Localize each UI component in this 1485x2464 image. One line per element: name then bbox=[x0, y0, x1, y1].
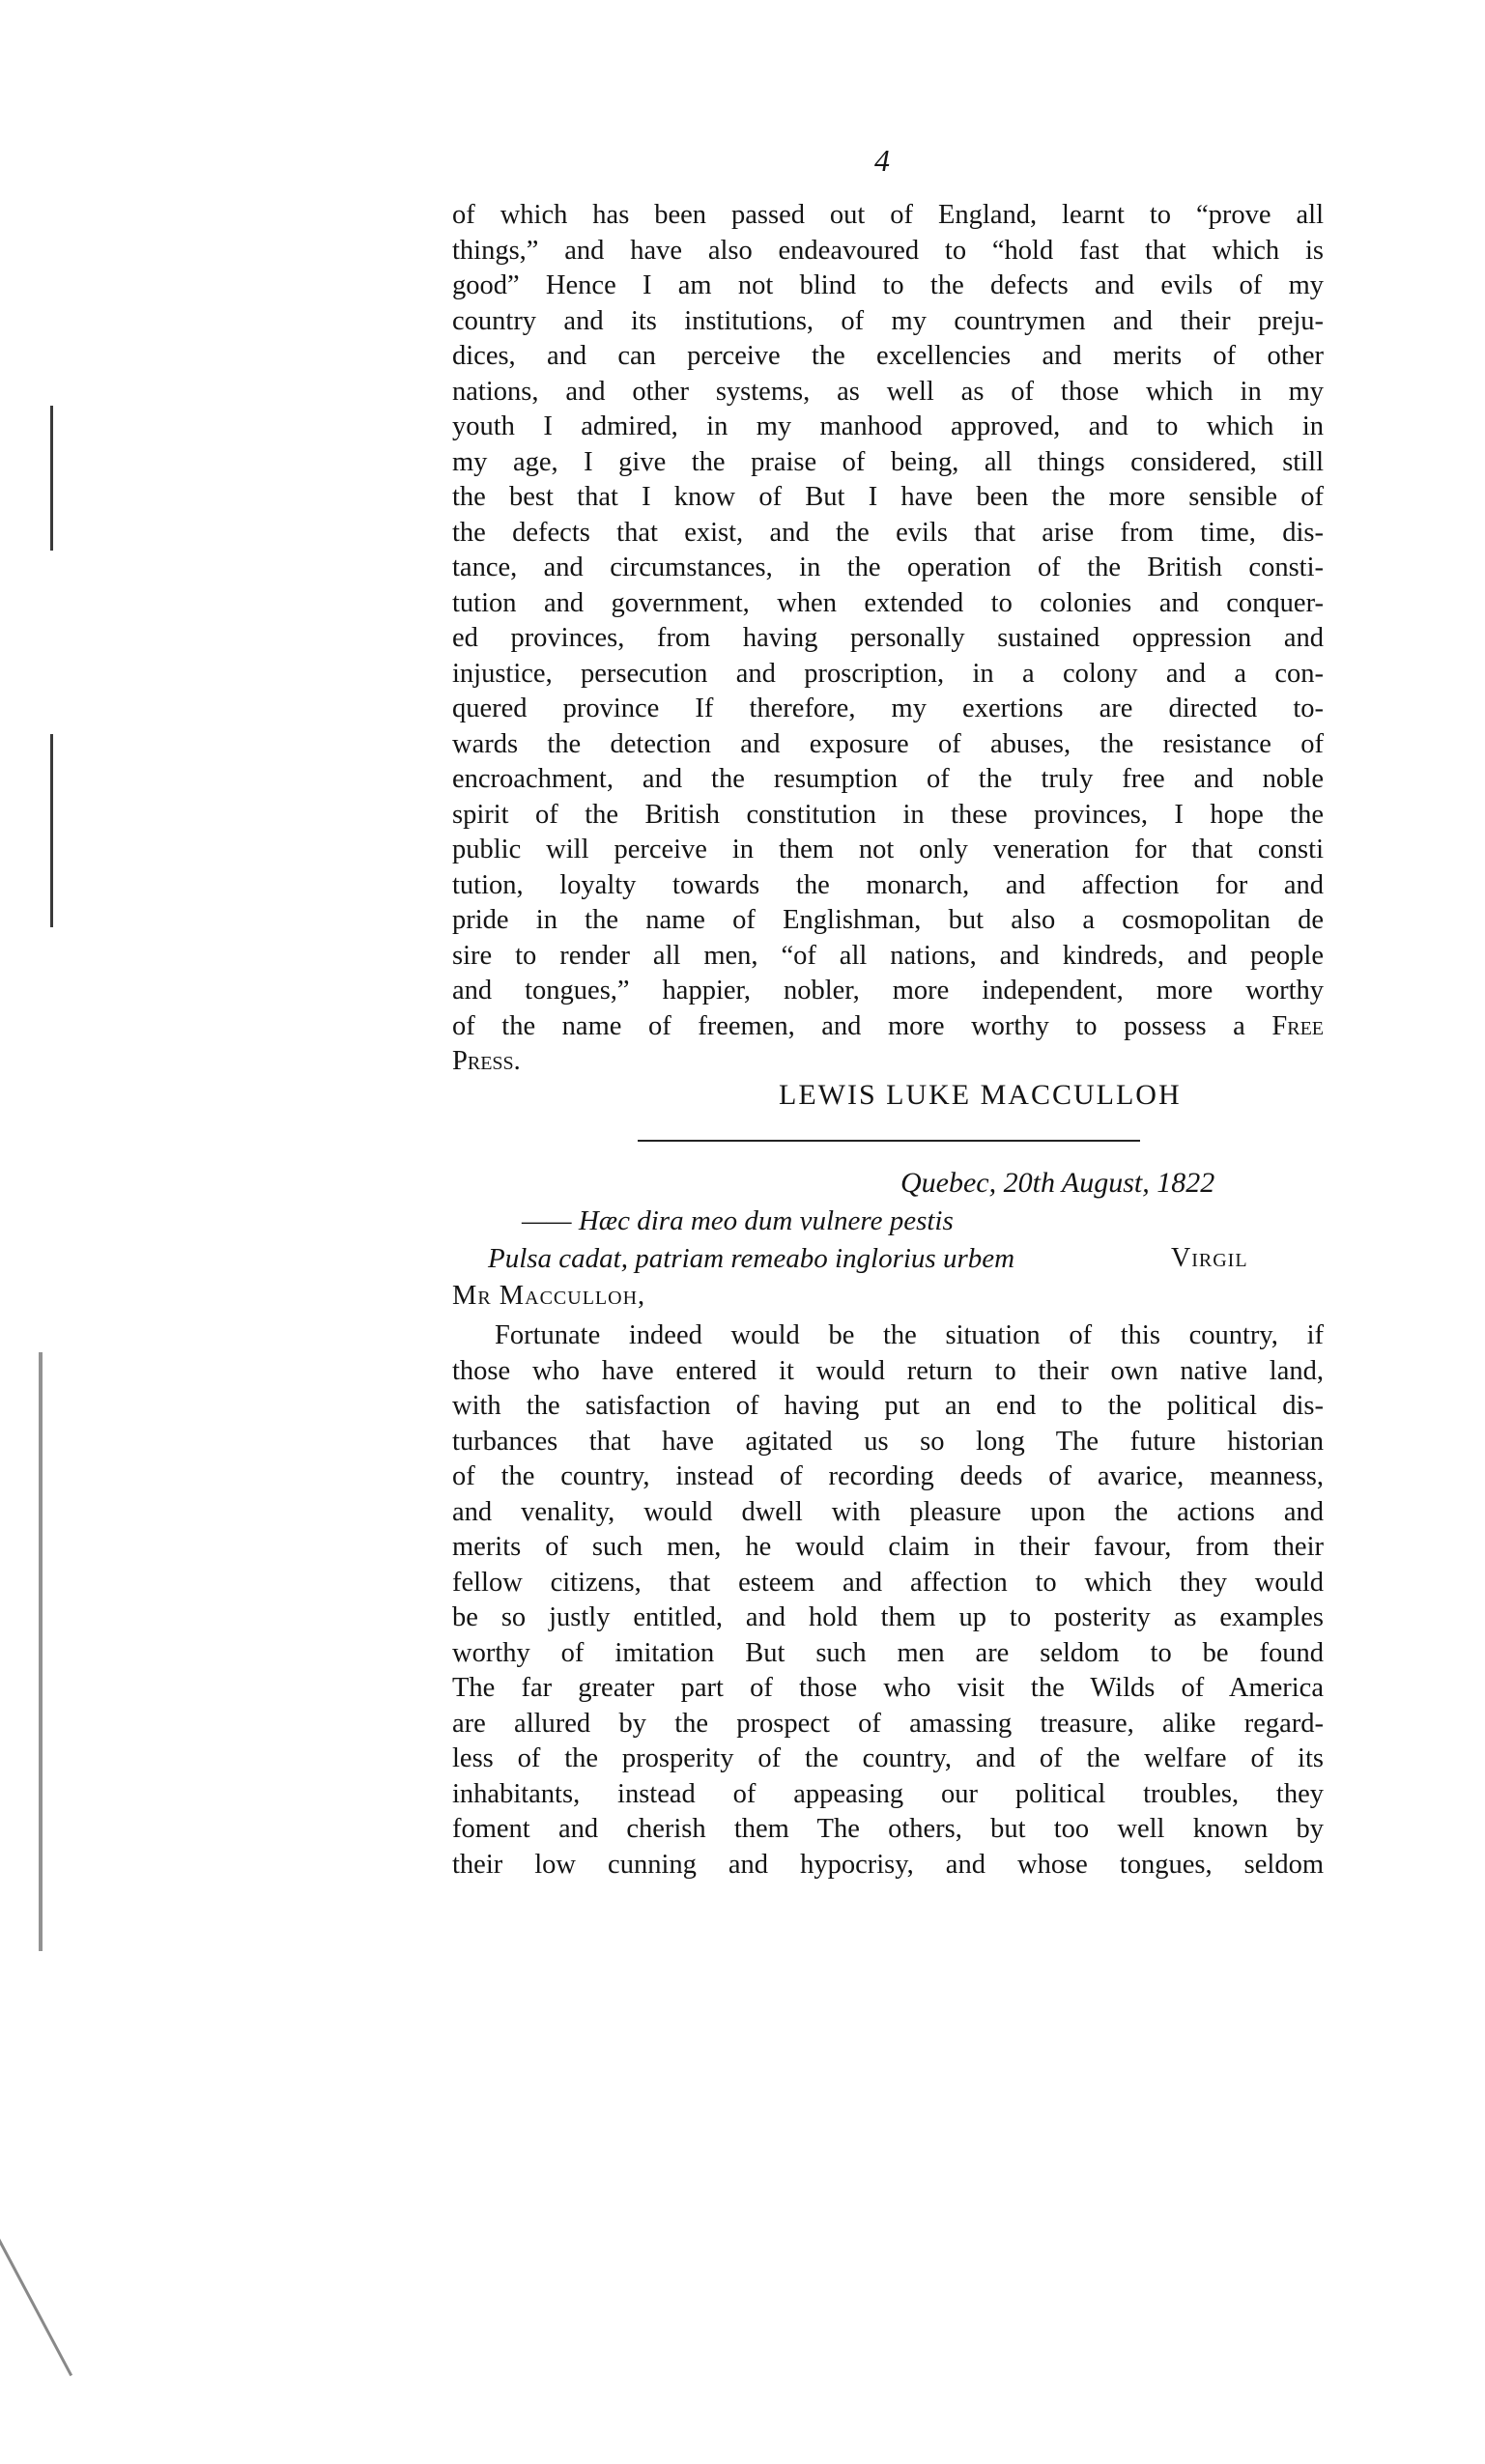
text-line: sire to render all men, “of all nations, and kindreds, and people bbox=[452, 940, 1324, 971]
text-line: worthy of imitation But such men are seldom to be found bbox=[452, 1637, 1324, 1668]
text-line: country and its institutions, of my countrymen and their preju- bbox=[452, 305, 1324, 336]
text-line: of the country, instead of recording deeds of avarice, meanness, bbox=[452, 1461, 1324, 1491]
margin-scan-mark bbox=[39, 1352, 43, 1951]
text-line: and venality, would dwell with pleasure upon the actions and bbox=[452, 1496, 1324, 1527]
text-line: with the satisfaction of having put an end to the political dis- bbox=[452, 1391, 1324, 1421]
text-line: be so justly entitled, and hold them up to posterity as examples bbox=[452, 1602, 1324, 1632]
text-line: fellow citizens, that esteem and affection to which they would bbox=[452, 1567, 1324, 1598]
text-line-with-title bbox=[452, 1009, 1324, 1045]
epigraph-author: Virgil bbox=[1171, 1243, 1248, 1273]
text-line: my age, I give the praise of being, all things considered, still bbox=[452, 446, 1324, 477]
text-line: of which has been passed out of England, learnt to “prove all bbox=[452, 200, 1324, 230]
text-line: youth I admired, in my manhood approved, and to which in bbox=[452, 411, 1324, 441]
paragraph-1 bbox=[452, 198, 1324, 1080]
text-line: ed provinces, from having personally sustained oppression and bbox=[452, 623, 1324, 653]
text-line: less of the prosperity of the country, and of the welfare of its bbox=[452, 1743, 1324, 1773]
text-line-fragment: of the name of freemen, and more worthy to possess a bbox=[452, 1010, 1245, 1041]
text-line: public will perceive in them not only veneration for that consti bbox=[452, 835, 1324, 864]
free-press-title-word: Press. bbox=[452, 1046, 521, 1076]
salutation: Mr Macculloh, bbox=[452, 1281, 646, 1311]
text-line: turbances that have agitated us so long The future historian bbox=[452, 1426, 1324, 1457]
margin-scan-mark bbox=[0, 2222, 72, 2376]
epigraph-line: —— Hæc dira meo dum vulnere pestis bbox=[522, 1205, 954, 1236]
text-line: Fortunate indeed would be the situation of this country, if bbox=[495, 1320, 1324, 1350]
text-line: wards the detection and exposure of abuses, the resistance of bbox=[452, 728, 1324, 759]
text-line: tution, loyalty towards the monarch, and affection for and bbox=[452, 869, 1324, 900]
text-line: the best that I know of But I have been the more sensible of bbox=[452, 482, 1324, 512]
text-line: encroachment, and the resumption of the truly free and noble bbox=[452, 764, 1324, 794]
text-line: their low cunning and hypocrisy, and whose tongues, seldom bbox=[452, 1849, 1324, 1880]
paragraph-2 bbox=[452, 1318, 1324, 1883]
dateline: Quebec, 20th August, 1822 bbox=[900, 1167, 1215, 1199]
text-line: things,” and have also endeavoured to “hold fast that which is bbox=[452, 235, 1324, 266]
text-line: tance, and circumstances, in the operation of the British consti- bbox=[452, 552, 1324, 582]
margin-scan-mark bbox=[50, 406, 53, 551]
epigraph-line: Pulsa cadat, patriam remeabo inglorius urbem bbox=[488, 1243, 1015, 1274]
text-line: good” Hence I am not blind to the defects and evils of my bbox=[452, 270, 1324, 300]
text-line: foment and cherish them The others, but too well known by bbox=[452, 1814, 1324, 1844]
text-line: tution and government, when extended to colonies and conquer- bbox=[452, 587, 1324, 618]
text-line: and tongues,” happier, nobler, more independent, more worthy bbox=[452, 976, 1324, 1005]
free-press-title-word: Free bbox=[1271, 1010, 1324, 1041]
text-line: The far greater part of those who visit the Wilds of America bbox=[452, 1673, 1324, 1703]
text-line: quered province If therefore, my exertions are directed to- bbox=[452, 694, 1324, 723]
section-divider bbox=[638, 1140, 1140, 1142]
text-line: injustice, persecution and proscription, in a colony and a con- bbox=[452, 658, 1324, 689]
text-line: inhabitants, instead of appeasing our political troubles, they bbox=[452, 1778, 1324, 1809]
text-line: nations, and other systems, as well as of those which in my bbox=[452, 376, 1324, 407]
text-line: are allured by the prospect of amassing treasure, alike regard- bbox=[452, 1708, 1324, 1739]
page-number: 4 bbox=[874, 143, 890, 178]
margin-scan-mark bbox=[50, 734, 53, 927]
author-signature: LEWIS LUKE MACCULLOH bbox=[779, 1079, 1182, 1111]
text-line: dices, and can perceive the excellencies and merits of other bbox=[452, 341, 1324, 371]
text-line: pride in the name of Englishman, but also a cosmopolitan de bbox=[452, 905, 1324, 935]
text-line: those who have entered it would return to their own native land, bbox=[452, 1355, 1324, 1386]
text-line: merits of such men, he would claim in their favour, from their bbox=[452, 1532, 1324, 1562]
text-line: the defects that exist, and the evils that arise from time, dis- bbox=[452, 517, 1324, 548]
text-line: spirit of the British constitution in these provinces, I hope the bbox=[452, 799, 1324, 830]
